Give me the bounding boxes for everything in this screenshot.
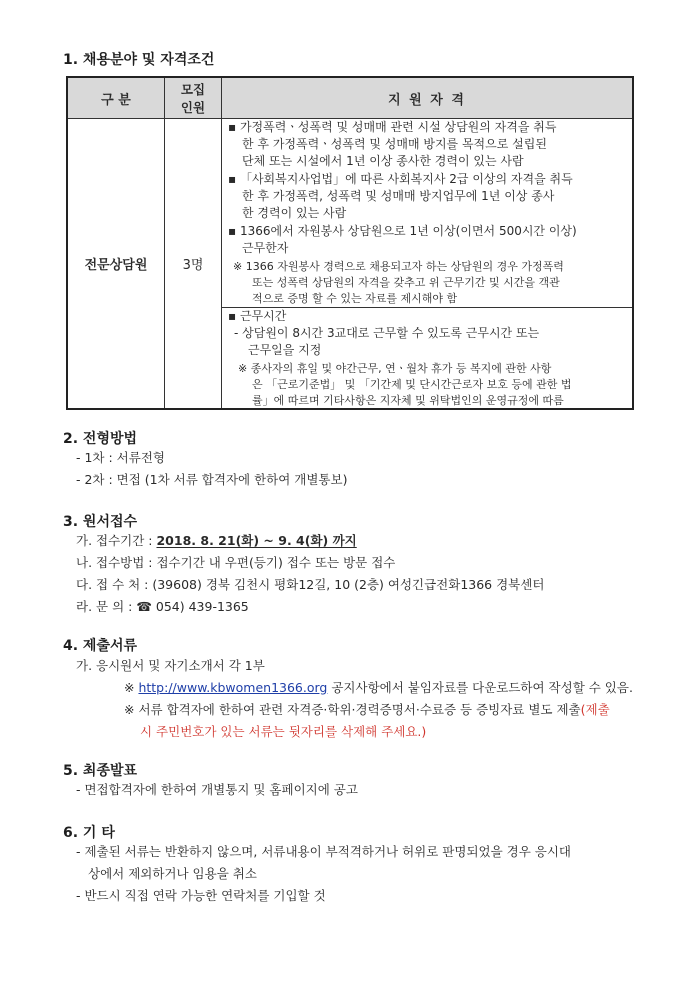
application-period: 가. 접수기간 : 2018. 8. 21(화) ~ 9. 4(화) 까지 [76,533,357,548]
qual-line: 단체 또는 시설에서 1년 이상 종사한 경력이 있는 사람 [242,154,524,168]
work-note-line: ※ 종사자의 휴일 및 야간근무, 연ㆍ월차 휴가 등 복지에 관한 사항 [238,362,552,375]
selection-step-1: - 1차 : 서류전형 [76,450,165,465]
category-cell: 전문상담원 [84,258,148,273]
count-cell: 3명 [182,258,204,273]
required-document: 가. 응시원서 및 자기소개서 각 1부 [76,658,265,673]
header-count-line2: 인원 [180,100,206,115]
header-count-line1: 모집 [180,82,206,97]
work-note-line: 률」에 따르며 기타사항은 지자체 및 위탁법인의 운영규정에 따름 [252,394,564,407]
etc-line-1a: - 제출된 서류는 반환하지 않으며, 서류내용이 부적격하거나 허위로 판명되었을 경우 응시대 [76,844,571,859]
phone-icon: ☎ [136,599,152,614]
section-4-title: 4. 제출서류 [63,638,138,654]
final-announcement: - 면접합격자에 한하여 개별통지 및 홈페이지에 공고 [76,782,358,797]
qual-line: ▪ 1366에서 자원봉사 상담원으로 1년 이상(이면서 500시간 이상) [228,224,577,238]
etc-line-2: - 반드시 직접 연락 가능한 연락처를 기입할 것 [76,888,326,903]
qual-note-line: 적으로 증명 할 수 있는 자료를 제시해야 함 [252,292,458,305]
download-note: ※ http://www.kbwomen1366.org 공지사항에서 붙임자료를 다운로드하여 작성할 수 있음. [124,680,633,695]
section-3-title: 3. 원서접수 [63,514,138,530]
application-address: 다. 접 수 처 : (39608) 경북 김천시 평화12길, 10 (2층) 여성긴급전화1366 경북센터 [76,577,545,592]
qual-line: ▪ 가정폭력ㆍ성폭력 및 성매매 관련 시설 상담원의 자격을 취득 [228,120,557,134]
section-6-title: 6. 기 타 [63,825,115,841]
qual-line: 한 경력이 있는 사람 [242,206,347,220]
header-category: 구 분 [101,93,131,108]
qual-line: ▪ 「사회복지사업법」에 따른 사회복지사 2급 이상의 자격을 취득 [228,172,573,186]
work-line: 근무일을 지정 [248,343,322,357]
qual-line: 한 후 가정폭력, 성폭력 및 성매매 방지업무에 1년 이상 종사 [242,189,555,203]
proof-note-line1: ※ 서류 합격자에 한하여 관련 자격증·학위·경력증명서·수료증 등 증빙자료 별도 제출(제출 [124,702,610,717]
section-2-title: 2. 전형방법 [63,431,138,447]
qualification-table [66,76,634,410]
website-link[interactable]: http://www.kbwomen1366.org [138,680,328,695]
etc-line-1b: 상에서 제외하거나 임용을 취소 [88,866,257,881]
application-method: 나. 접수방법 : 접수기간 내 우편(등기) 접수 또는 방문 접수 [76,555,396,570]
header-qualification: 지 원 자 격 [388,93,466,108]
proof-note-line2: 시 주민번호가 있는 서류는 뒷자리를 삭제해 주세요.) [140,724,427,739]
work-note-line: 은 「근로기준법」 및 「기간제 및 단시간근로자 보호 등에 관한 법 [252,378,572,391]
work-line: - 상담원이 8시간 3교대로 근무할 수 있도록 근무시간 또는 [234,326,540,340]
qual-note-line: 또는 성폭력 상담원의 자격을 갖추고 위 근무기간 및 시간을 객관 [252,276,560,289]
selection-step-2: - 2차 : 면접 (1차 서류 합격자에 한하여 개별통보) [76,472,348,487]
qual-line: 근무한자 [242,241,289,255]
section-5-title: 5. 최종발표 [63,763,138,779]
contact-line: 라. 문 의 : ☎ 054) 439-1365 [76,599,249,614]
section-1-title: 1. 채용분야 및 자격조건 [63,52,215,68]
qual-line: 한 후 가정폭력ㆍ성폭력 및 성매매 방지를 목적으로 설립된 [242,137,547,151]
work-line: ▪ 근무시간 [228,309,287,323]
qual-note-line: ※ 1366 자원봉사 경력으로 채용되고자 하는 상담원의 경우 가정폭력 [233,260,564,273]
